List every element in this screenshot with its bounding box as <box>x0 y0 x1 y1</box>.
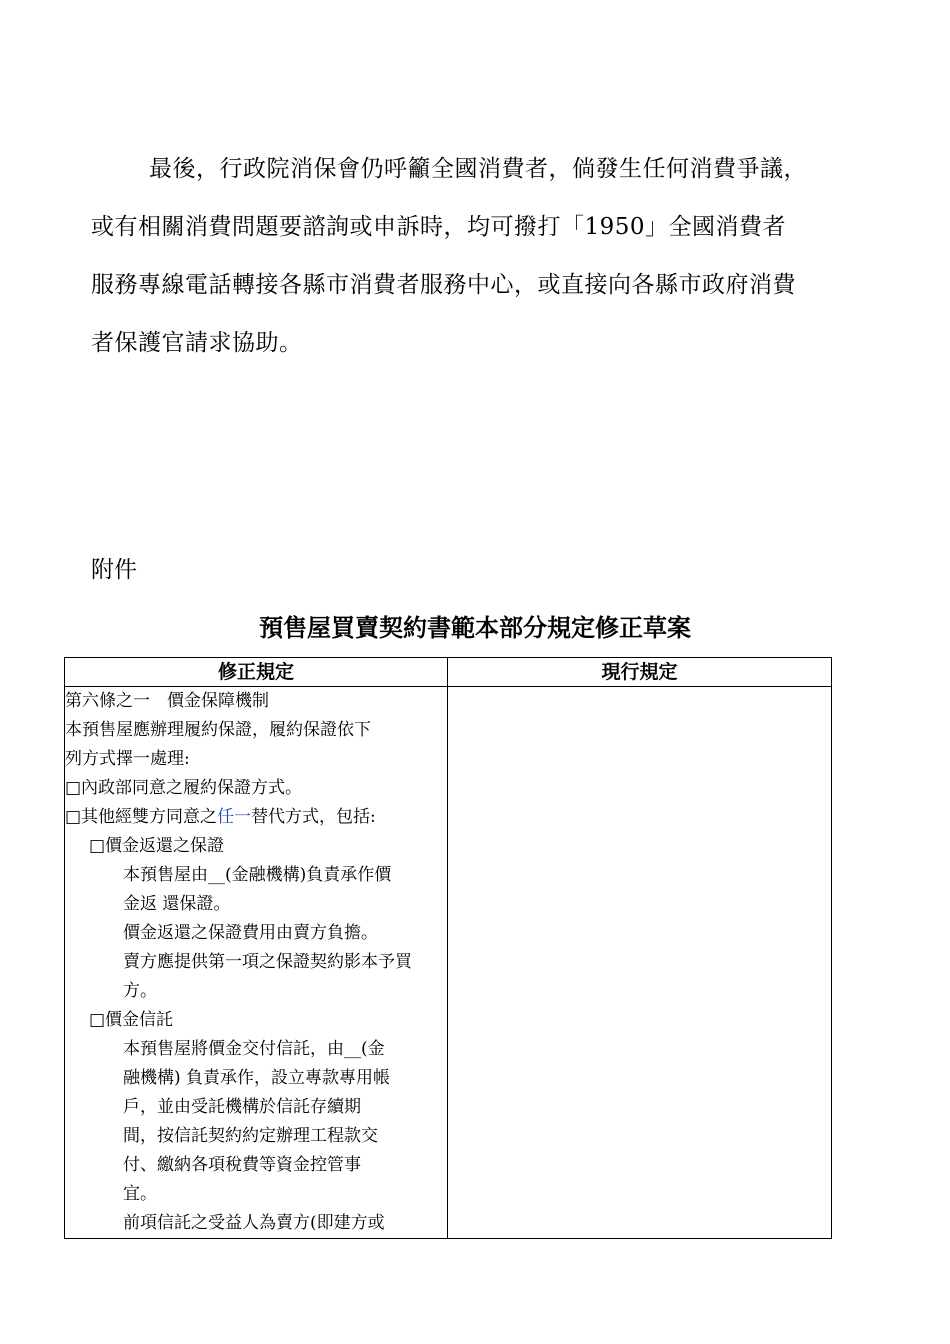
table-row <box>65 687 832 1239</box>
closing-paragraph <box>91 140 881 372</box>
text-line: 本預售屋由__(金融機構)負責承作價 <box>123 865 392 885</box>
paragraph-line: 最後，行政院消保會仍呼籲全國消費者，倘發生任何消費爭議， <box>149 156 807 182</box>
text-line: 方。 <box>123 981 157 1001</box>
attachment-label: 附件 <box>91 557 137 583</box>
comparison-table <box>64 657 832 1239</box>
header-revised-rules: 修正規定 <box>65 658 448 687</box>
text-line: 賣方應提供第一項之保證契約影本予買 <box>123 952 412 972</box>
sub-option-line: □價金信託 <box>89 1010 174 1030</box>
text-line: 戶，並由受託機構於信託存續期 <box>123 1097 361 1117</box>
text-line: 本預售屋應辦理履約保證，履約保證依下 <box>65 720 371 740</box>
text-line: 間，按信託契約約定辦理工程款交 <box>123 1126 378 1146</box>
text-line: 金返 還保證。 <box>123 894 231 914</box>
text-line: 付、繳納各項稅費等資金控管事 <box>123 1155 361 1175</box>
highlighted-text: 任一 <box>217 807 252 827</box>
text-line: 宜。 <box>123 1184 157 1204</box>
current-rules-cell <box>448 687 832 1239</box>
option-line <box>65 803 447 832</box>
article-heading: 第六條之一 價金保障機制 <box>65 691 269 711</box>
paragraph-line: 或有相關消費問題要諮詢或申訴時，均可撥打「1950」全國消費者 <box>91 214 787 240</box>
paragraph-line: 者保護官請求協助。 <box>91 330 303 356</box>
text-line: 價金返還之保證費用由賣方負擔。 <box>123 923 378 943</box>
document-title: 預售屋買賣契約書範本部分規定修正草案 <box>259 613 691 642</box>
text-segment: 替代方式，包括: <box>251 807 376 827</box>
text-line: 列方式擇一處理: <box>65 749 190 769</box>
text-line: 融機構) 負責承作，設立專款專用帳 <box>123 1068 391 1088</box>
option-line: □內政部同意之履約保證方式。 <box>65 778 303 798</box>
table-header-row <box>65 658 832 687</box>
header-current-rules: 現行規定 <box>448 658 832 687</box>
revised-rules-cell <box>65 687 448 1239</box>
text-segment: □其他經雙方同意之 <box>65 807 218 827</box>
sub-option-line: □價金返還之保證 <box>89 836 225 856</box>
text-line: 本預售屋將價金交付信託，由__(金 <box>123 1039 385 1059</box>
paragraph-line: 服務專線電話轉接各縣市消費者服務中心，或直接向各縣市政府消費 <box>91 272 796 298</box>
text-line: 前項信託之受益人為賣方(即建方或 <box>123 1213 385 1233</box>
